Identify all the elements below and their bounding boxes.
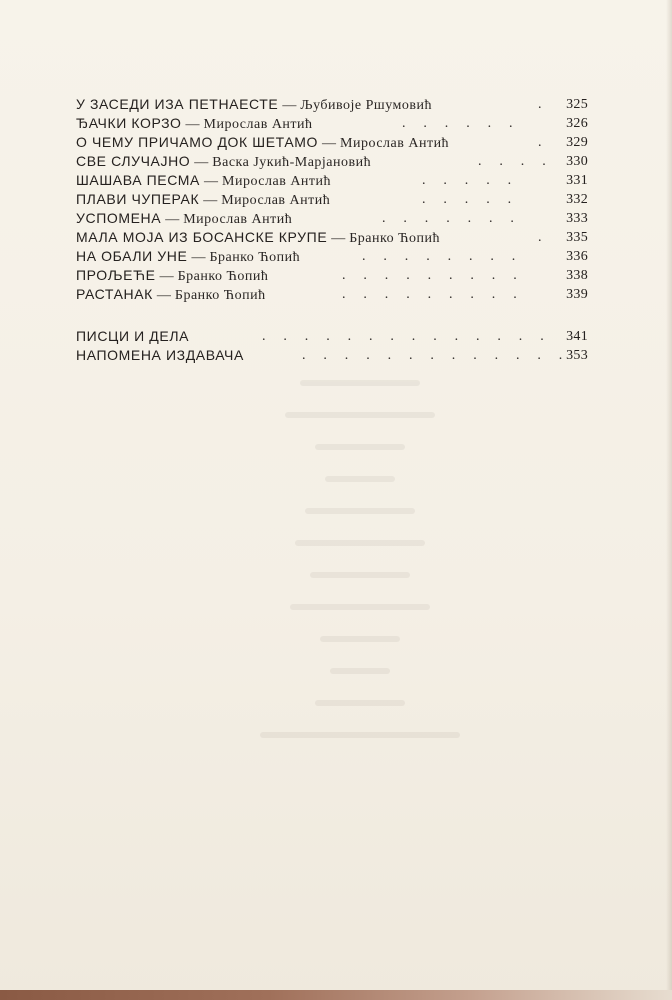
toc-back-matter-list: [76, 327, 588, 365]
toc-entry-title: СВЕ СЛУЧАЈНО: [76, 153, 191, 169]
toc-entry[interactable]: [76, 133, 588, 152]
toc-entry-author: Мирослав Антић: [221, 193, 331, 208]
toc-entry-title: НА ОБАЛИ УНЕ: [76, 248, 188, 264]
toc-entry-separator: —: [331, 231, 346, 246]
toc-entry[interactable]: [76, 95, 588, 114]
toc-entry[interactable]: [76, 171, 588, 190]
toc-entry[interactable]: [76, 209, 588, 228]
toc-entry-author: Бранко Ћопић: [349, 231, 440, 246]
toc-entry-author: Мирослав Антић: [340, 136, 450, 151]
toc-entry-author: Мирослав Антић: [222, 174, 332, 189]
toc-entry[interactable]: [76, 285, 588, 304]
toc-entry-title: МАЛА МОЈА ИЗ БОСАНСКЕ КРУПЕ: [76, 229, 328, 245]
toc-entry-title: ЂАЧКИ КОРЗО: [76, 115, 182, 131]
bleed-through-text: [240, 380, 480, 820]
toc-entry-title: ПИСЦИ И ДЕЛА: [76, 328, 190, 344]
toc-entry-separator: —: [191, 250, 206, 265]
toc-entry-leader-dots: . . . . . . . .: [362, 249, 523, 264]
toc-entry-author: Мирослав Антић: [183, 212, 293, 227]
toc-entry-author: Бранко Ћопић: [209, 250, 301, 265]
toc-entry-leader-dots: . . . . . . . . .: [342, 268, 524, 283]
toc-entry[interactable]: [76, 247, 588, 266]
toc-entry[interactable]: [76, 152, 588, 171]
toc-entry-title: У ЗАСЕДИ ИЗА ПЕТНАЕСТЕ: [76, 96, 279, 112]
toc-entry-author: Бранко Ћопић: [174, 288, 266, 303]
toc-entry-separator: —: [156, 288, 171, 303]
toc-entry-leader-dots: . . . . . . . . . . . . . .: [262, 329, 551, 344]
toc-entry-leader-dots: . . . . .: [422, 192, 519, 207]
toc-main-list: [76, 95, 588, 304]
toc-entry-separator: —: [185, 117, 200, 132]
toc-entry-leader-dots: . . . . . .: [402, 116, 520, 131]
toc-entry-author: Бранко Ћопић: [177, 269, 269, 284]
toc-entry-separator: —: [204, 174, 218, 189]
toc-entry-leader-dots: . . . . . . . . .: [342, 287, 524, 302]
toc-entry-page: 331: [566, 173, 588, 188]
toc-entry-page: 341: [566, 329, 588, 344]
toc-entry-author: Мирослав Антић: [203, 117, 313, 132]
page-edge-shadow: [666, 0, 672, 1000]
toc-entry-leader-dots: . . . .: [478, 154, 553, 169]
toc-entry-separator: —: [322, 136, 337, 151]
toc-entry-page: 333: [566, 211, 588, 226]
toc-entry-page: 338: [566, 268, 588, 283]
toc-entry-leader-dots: . . . . . . . . . . . . .: [302, 348, 570, 363]
toc-entry-page: 335: [566, 230, 588, 245]
toc-entry-title: НАПОМЕНА ИЗДАВАЧА: [76, 347, 244, 363]
toc-entry-author: Васка Јукић-Марјановић: [212, 155, 372, 170]
toc-entry-separator: —: [282, 98, 297, 113]
toc-entry[interactable]: [76, 114, 588, 133]
toc-entry-separator: —: [165, 212, 180, 227]
toc-entry-page: 332: [566, 192, 588, 207]
toc-entry-page: 330: [566, 154, 588, 169]
toc-entry-page: 353: [566, 348, 588, 363]
toc-entry-author: Љубивоје Ршумовић: [300, 98, 432, 113]
toc-entry-separator: —: [194, 155, 209, 170]
toc-entry-leader-dots: .: [538, 135, 549, 150]
toc-entry[interactable]: [76, 346, 588, 365]
toc-entry[interactable]: [76, 266, 588, 285]
toc-entry-title: УСПОМЕНА: [76, 210, 162, 226]
toc-entry[interactable]: [76, 327, 588, 346]
toc-entry-page: 325: [566, 97, 588, 112]
toc-entry-title: О ЧЕМУ ПРИЧАМО ДОК ШЕТАМО: [76, 134, 319, 150]
toc-entry-title: ПЛАВИ ЧУПЕРАК: [76, 191, 200, 207]
toc-entry-leader-dots: .: [538, 230, 549, 245]
toc-entry-page: 336: [566, 249, 588, 264]
toc-entry-title: ШАШАВА ПЕСМА: [76, 172, 200, 188]
book-cover-edge: [0, 990, 672, 1000]
toc-entry[interactable]: [76, 190, 588, 209]
toc-entry-page: 339: [566, 287, 588, 302]
toc-entry-page: 326: [566, 116, 588, 131]
toc-entry-leader-dots: . . . . . . .: [382, 211, 522, 226]
toc-entry-title: ПРОЉЕЋЕ: [76, 267, 156, 283]
toc-entry-separator: —: [159, 269, 174, 284]
toc-entry[interactable]: [76, 228, 588, 247]
toc-entry-separator: —: [203, 193, 218, 208]
toc-entry-leader-dots: . . . . .: [422, 173, 519, 188]
toc-entry-leader-dots: .: [538, 97, 549, 112]
toc-entry-page: 329: [566, 135, 588, 150]
toc-entry-title: РАСТАНАК: [76, 286, 153, 302]
